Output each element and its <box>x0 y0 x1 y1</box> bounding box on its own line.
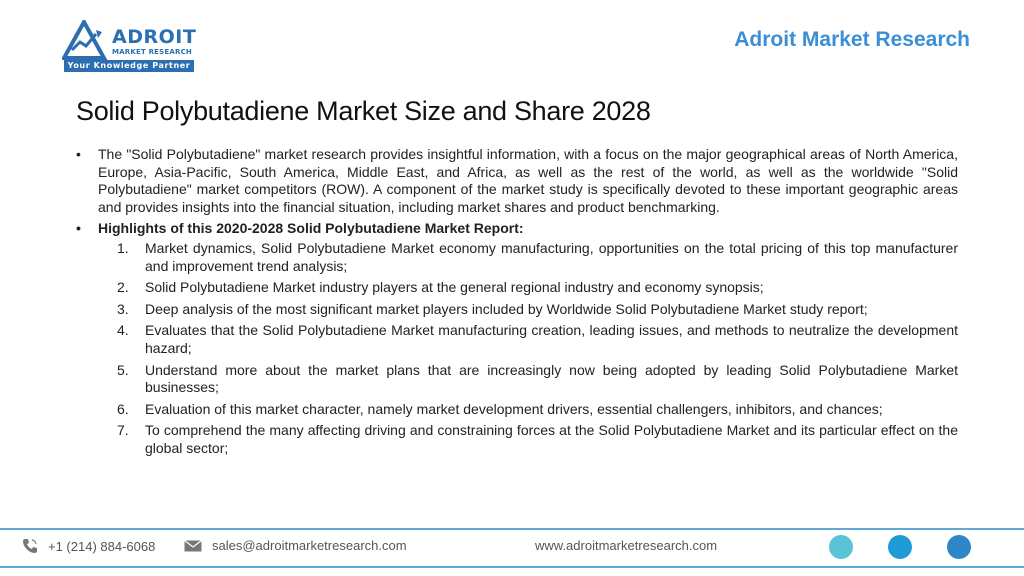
footer-email <box>184 538 407 553</box>
list-item <box>76 401 958 419</box>
logo-triangle-icon <box>62 20 112 60</box>
intro-text: The "Solid Polybutadiene" market research provides insightful information, with a focus on the major geographical areas of North America, Europe, Asia-Pacific, South America, Middle East, and Africa, as well as the rest of the world, as well as the worldwide "Solid Polybutadiene" market competitors (ROW). A component of the market study is specifically devoted to these important geographic areas and provides insights into the financial situation, including market shares and product benchmarking. <box>98 146 958 215</box>
email-address[interactable]: sales@adroitmarketresearch.com <box>212 538 407 553</box>
list-text: Deep analysis of the most significant market players included by Worldwide Solid Polybutadiene Market study report; <box>145 300 868 317</box>
decor-circle-2 <box>888 535 912 559</box>
company-logo <box>62 20 196 76</box>
decor-circle-1 <box>829 535 853 559</box>
bullet-icon: • <box>76 220 81 237</box>
list-number: 4. <box>117 322 129 339</box>
website-link[interactable]: www.adroitmarketresearch.com <box>535 538 718 553</box>
logo-tagline: Your Knowledge Partner <box>64 60 194 72</box>
highlights-list <box>76 240 958 458</box>
footer-website <box>535 538 717 553</box>
list-item <box>76 422 958 457</box>
envelope-icon <box>184 540 202 552</box>
list-item <box>76 322 958 357</box>
list-number: 5. <box>117 361 129 378</box>
logo-text: ADROIT <box>112 26 197 48</box>
list-item <box>76 362 958 397</box>
list-number: 3. <box>117 300 129 317</box>
footer <box>0 528 1024 564</box>
intro-bullet <box>76 146 958 216</box>
list-number: 6. <box>117 400 129 417</box>
document-body <box>76 146 958 462</box>
list-text: To comprehend the many affecting driving and constraining forces at the Solid Polybutadiene Market and its particular effect on the global sector; <box>145 422 958 456</box>
list-text: Understand more about the market plans that are increasingly now being adopted by leading Solid Polybutadiene Market businesses; <box>145 361 958 396</box>
logo-subtext: MARKET RESEARCH <box>112 48 192 56</box>
highlights-bullet <box>76 220 958 238</box>
footer-phone <box>22 538 155 554</box>
footer-divider-bottom <box>0 566 1024 568</box>
list-item <box>76 301 958 319</box>
brand-name: Adroit Market Research <box>734 28 970 51</box>
list-text: Evaluation of this market character, namely market development drivers, essential challengers, inhibitors, and chances; <box>145 400 883 417</box>
list-item <box>76 240 958 275</box>
page-title: Solid Polybutadiene Market Size and Share 2028 <box>76 96 651 126</box>
list-text: Market dynamics, Solid Polybutadiene Market economy manufacturing, opportunities on the total pricing of this top manufacturer and improvement trend analysis; <box>145 239 958 274</box>
bullet-icon: • <box>76 146 81 162</box>
phone-icon <box>22 538 38 554</box>
highlights-heading: Highlights of this 2020-2028 Solid Polybutadiene Market Report: <box>98 220 524 237</box>
decor-circle-3 <box>947 535 971 559</box>
list-number: 7. <box>117 422 129 439</box>
list-text: Solid Polybutadiene Market industry players at the general regional industry and economy synopsis; <box>145 279 764 296</box>
list-text: Evaluates that the Solid Polybutadiene Market manufacturing creation, leading issues, and methods to neutralize the development hazard; <box>145 322 958 356</box>
list-number: 1. <box>117 239 129 256</box>
list-number: 2. <box>117 279 129 296</box>
phone-number[interactable]: +1 (214) 884-6068 <box>48 538 156 554</box>
list-item <box>76 279 958 297</box>
